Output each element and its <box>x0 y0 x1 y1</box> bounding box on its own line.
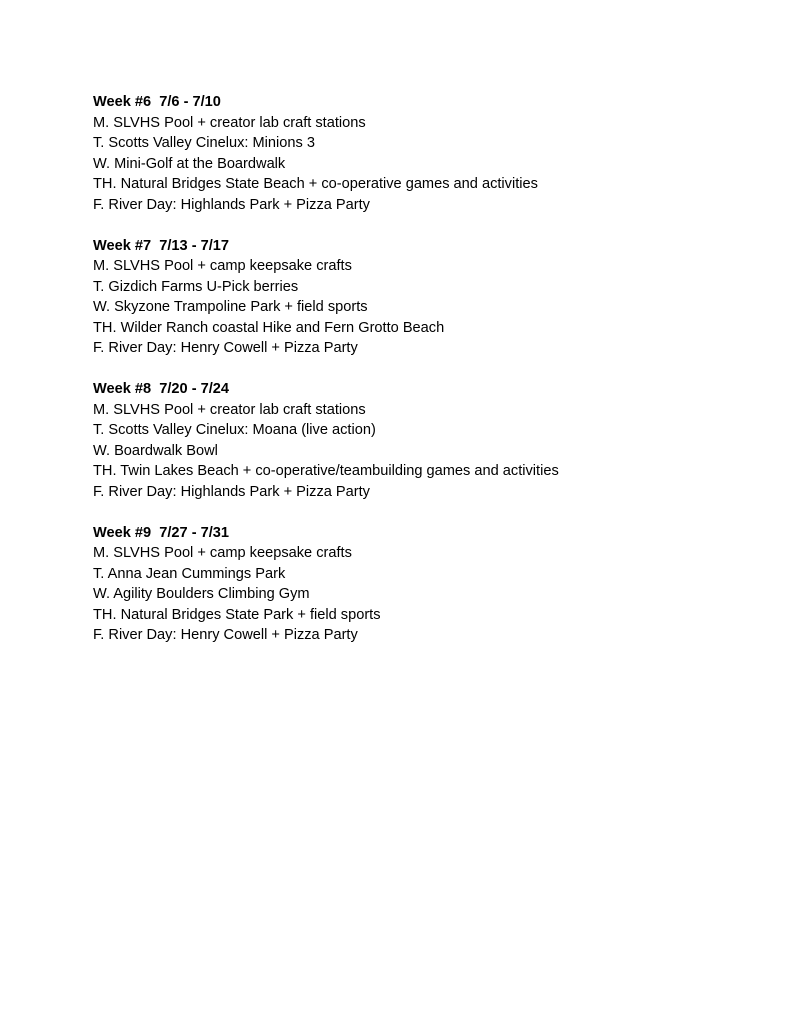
week-heading: Week #7 7/13 - 7/17 <box>93 237 230 254</box>
wednesday-activity: W. Boardwalk Bowl <box>93 442 218 459</box>
monday-activity: M. SLVHS Pool + creator lab craft stations <box>93 401 366 418</box>
week-heading: Week #8 7/20 - 7/24 <box>93 381 230 397</box>
monday-activity: M. SLVHS Pool + camp keepsake crafts <box>93 545 352 561</box>
wednesday-activity: W. Mini-Golf at the Boardwalk <box>93 155 286 172</box>
tuesday-activity: T. Anna Jean Cummings Park <box>93 565 286 582</box>
week-heading: Week #6 7/6 - 7/10 <box>93 94 221 110</box>
thursday-activity: TH. Natural Bridges State Park + field sports <box>93 606 381 623</box>
week-9-section <box>93 523 733 646</box>
thursday-activity: TH. Natural Bridges State Beach + co-operative games and activities <box>93 176 538 192</box>
tuesday-activity: T. Scotts Valley Cinelux: Minions 3 <box>93 135 315 151</box>
week-8-section <box>93 379 733 502</box>
week-6-section <box>93 92 733 215</box>
thursday-activity: TH. Twin Lakes Beach + co-operative/teambuilding games and activities <box>93 463 559 479</box>
tuesday-activity: T. Scotts Valley Cinelux: Moana (live action) <box>93 422 376 438</box>
tuesday-activity: T. Gizdich Farms U-Pick berries <box>93 278 299 295</box>
wednesday-activity: W. Skyzone Trampoline Park + field sports <box>93 299 368 315</box>
week-heading: Week #9 7/27 - 7/31 <box>93 524 230 541</box>
week-7-section <box>93 236 733 359</box>
friday-activity: F. River Day: Henry Cowell + Pizza Party <box>93 340 358 356</box>
friday-activity: F. River Day: Highlands Park + Pizza Party <box>93 483 370 500</box>
monday-activity: M. SLVHS Pool + creator lab craft stations <box>93 114 366 131</box>
monday-activity: M. SLVHS Pool + camp keepsake crafts <box>93 258 352 274</box>
friday-activity: F. River Day: Henry Cowell + Pizza Party <box>93 627 358 643</box>
thursday-activity: TH. Wilder Ranch coastal Hike and Fern Grotto Beach <box>93 319 445 336</box>
wednesday-activity: W. Agility Boulders Climbing Gym <box>93 586 310 602</box>
friday-activity: F. River Day: Highlands Park + Pizza Party <box>93 196 370 213</box>
schedule <box>93 92 733 666</box>
